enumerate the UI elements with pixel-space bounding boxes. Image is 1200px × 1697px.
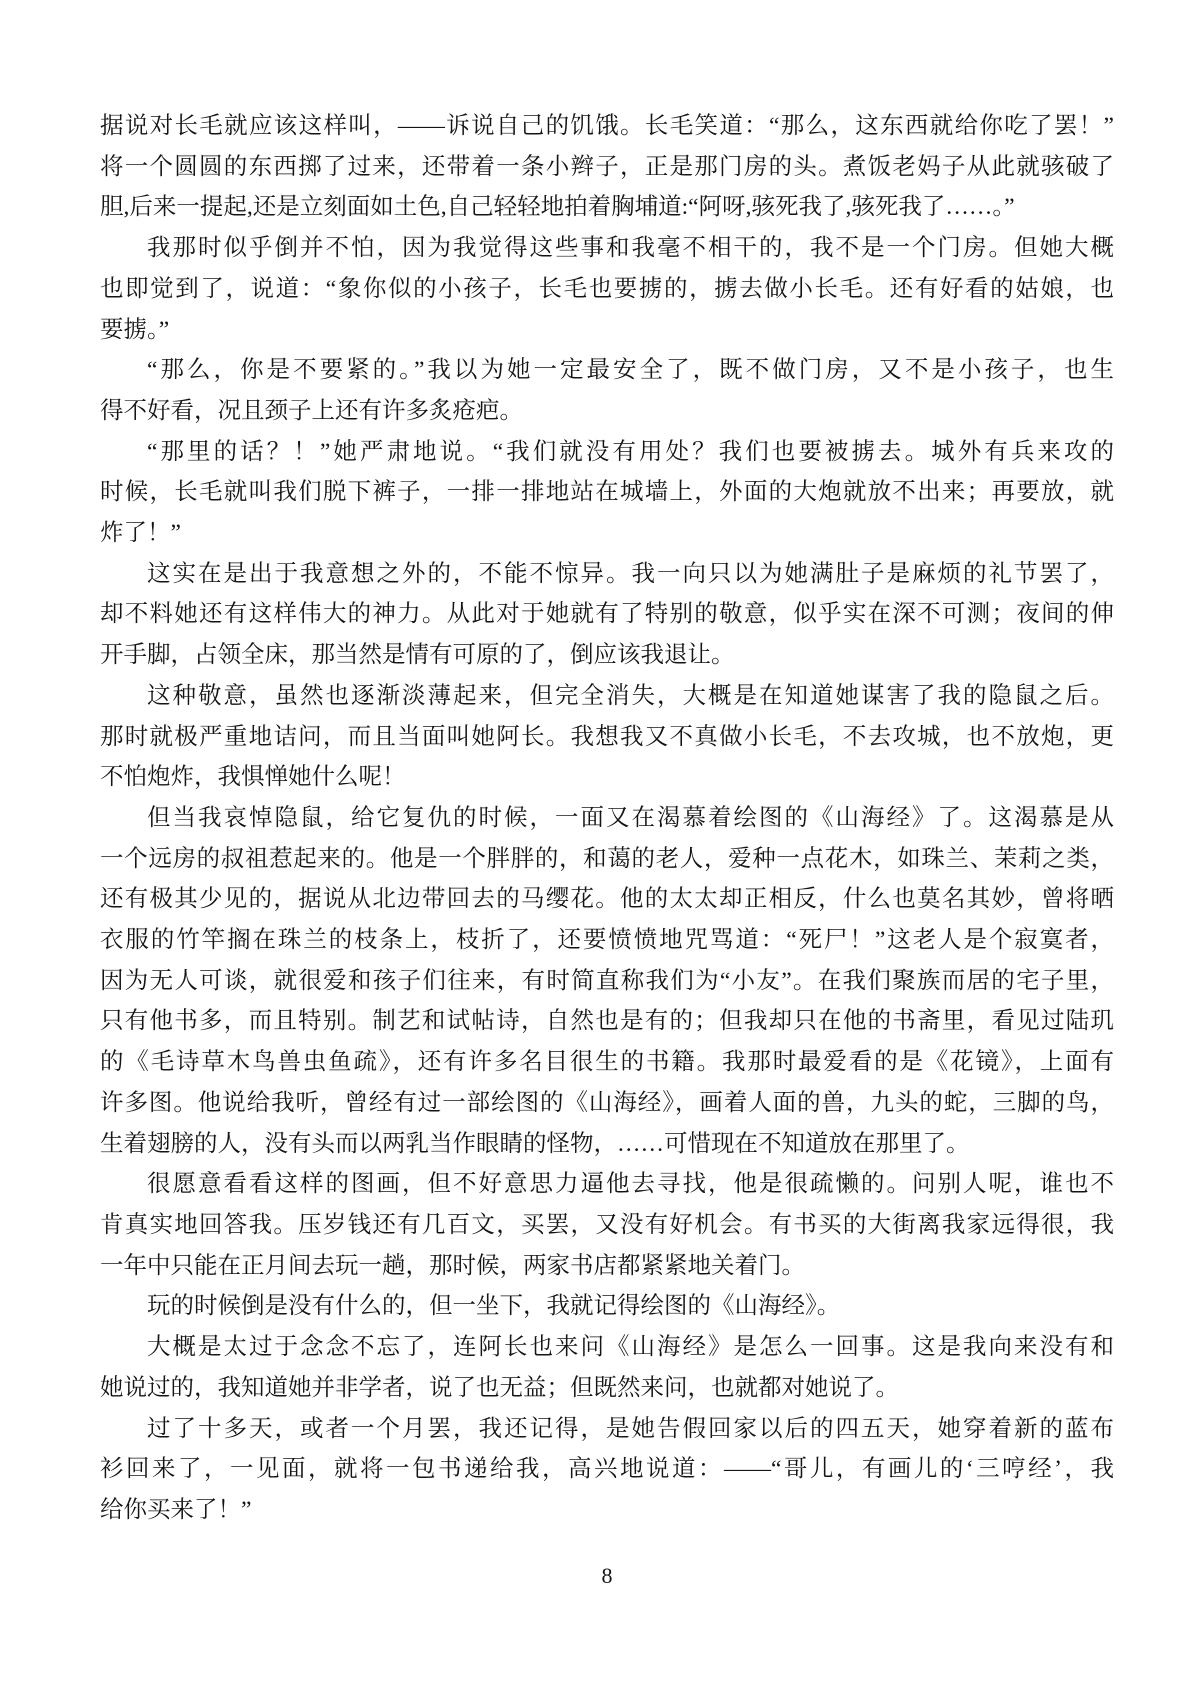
- paragraph: [100, 1409, 1114, 1531]
- text-line: 肯真实地回答我。压岁钱还有几百文，买罢，又没有好机会。有书买的大街离我家远得很，我: [100, 1211, 1114, 1238]
- text-line: “那么，你是不要紧的。”我以为她一定最安全了，既不做门房，又不是小孩子，也生: [147, 357, 1114, 384]
- text-line: 时候，长毛就叫我们脱下裤子，一排一排地站在城墙上，外面的大炮就放不出来；再要放，就: [100, 479, 1114, 506]
- paragraph: [100, 1164, 1114, 1286]
- text-line: 许多图。他说给我听，曾经有过一部绘图的《山海经》，画着人面的兽，九头的蛇，三脚的鸟，: [100, 1089, 1114, 1116]
- text-line: 但当我哀悼隐鼠，给它复仇的时候，一面又在渴慕着绘图的《山海经》了。这渴慕是从: [147, 804, 1114, 831]
- text-line: 据说对长毛就应该这样叫，——诉说自己的饥饿。长毛笑道：“那么，这东西就给你吃了罢！”: [100, 113, 1114, 139]
- text-line: 因为无人可谈，就很爱和孩子们往来，有时简直称我们为“小友”。在我们聚族而居的宅子里，: [100, 967, 1114, 994]
- text-line: 胆,后来一提起,还是立刻面如土色,自己轻轻地拍着胸埔道:“阿呀,骇死我了,骇死我了……。”: [100, 194, 1015, 221]
- text-line: 要掳。”: [100, 316, 170, 343]
- paragraph: [100, 228, 1114, 350]
- text-line: 大概是太过于念念不忘了，连阿长也来问《山海经》是怎么一回事。这是我向来没有和: [147, 1334, 1114, 1361]
- paragraph: [100, 1327, 1114, 1408]
- page-number: 8: [601, 1563, 613, 1588]
- text-body: [100, 106, 1114, 1531]
- page-footer: [100, 1563, 1114, 1589]
- paragraph: [100, 798, 1114, 1164]
- paragraph: [100, 1286, 1114, 1327]
- text-line: 开手脚，占领全床，那当然是情有可原的了，倒应该我退让。: [100, 642, 735, 669]
- text-line: 这种敬意，虽然也逐渐淡薄起来，但完全消失，大概是在知道她谋害了我的隐鼠之后。: [147, 682, 1114, 709]
- text-line: “那里的话？！”她严肃地说。“我们就没有用处？我们也要被掳去。城外有兵来攻的: [147, 438, 1114, 465]
- paragraph: [100, 350, 1114, 431]
- text-line: 将一个圆圆的东西掷了过来，还带着一条小辫子，正是那门房的头。煮饭老妈子从此就骇破了: [100, 153, 1114, 180]
- text-line: 只有他书多，而且特别。制艺和试帖诗，自然也是有的；但我却只在他的书斋里，看见过陆玑: [100, 1008, 1114, 1035]
- text-line: 衣服的竹竿搁在珠兰的枝条上，枝折了，还要愤愤地咒骂道：“死尸！”这老人是个寂寞者，: [100, 927, 1114, 954]
- text-line: 不怕炮炸，我惧惮她什么呢！: [100, 764, 406, 791]
- text-line: 一年中只能在正月间去玩一趟，那时候，两家书店都紧紧地关着门。: [100, 1252, 805, 1279]
- text-line: 给你买来了！”: [100, 1496, 252, 1523]
- text-line: 很愿意看看这样的图画，但不好意思力逼他去寻找，他是很疏懒的。问别人呢，谁也不: [147, 1171, 1114, 1198]
- text-line: 还有极其少见的，据说从北边带回去的马缨花。他的太太却正相反，什么也莫名其妙，曾将晒: [100, 886, 1114, 913]
- text-line: 得不好看，况且颈子上还有许多炙疮疤。: [100, 397, 523, 424]
- text-line: 玩的时候倒是没有什么的，但一坐下，我就记得绘图的《山海经》。: [147, 1293, 841, 1320]
- text-line: 也即觉到了，说道：“象你似的小孩子，长毛也要掳的，掳去做小长毛。还有好看的姑娘，也: [100, 275, 1114, 302]
- text-line: 过了十多天，或者一个月罢，我还记得，是她告假回家以后的四五天，她穿着新的蓝布: [147, 1415, 1114, 1442]
- paragraph: [100, 432, 1114, 554]
- text-line: 她说过的，我知道她并非学者，说了也无益；但既然来问，也就都对她说了。: [100, 1374, 899, 1401]
- text-line: 这实在是出于我意想之外的，不能不惊异。我一向只以为她满肚子是麻烦的礼节罢了，: [147, 560, 1114, 587]
- text-line: 炸了！”: [100, 520, 181, 547]
- paragraph: [100, 676, 1114, 798]
- text-line: 那时就极严重地诘问，而且当面叫她阿长。我想我又不真做小长毛，不去攻城，也不放炮，更: [100, 723, 1114, 750]
- text-line: 的《毛诗草木鸟兽虫鱼疏》，还有许多名目很生的书籍。我那时最爱看的是《花镜》，上面有: [100, 1049, 1114, 1076]
- text-line: 生着翅膀的人，没有头而以两乳当作眼睛的怪物，……可惜现在不知道放在那里了。: [100, 1130, 970, 1157]
- text-line: 一个远房的叔祖惹起来的。他是一个胖胖的，和蔼的老人，爱种一点花木，如珠兰、茉莉之类，: [100, 845, 1114, 872]
- paragraph: [100, 554, 1114, 676]
- text-line: 却不料她还有这样伟大的神力。从此对于她就有了特别的敬意，似乎实在深不可测；夜间的伸: [100, 601, 1114, 628]
- text-line: 衫回来了，一见面，就将一包书递给我，高兴地说道：——“哥儿，有画儿的‘三哼经’，我: [100, 1456, 1114, 1483]
- text-line: 我那时似乎倒并不怕，因为我觉得这些事和我毫不相干的，我不是一个门房。但她大概: [147, 235, 1114, 262]
- paragraph: [100, 106, 1114, 228]
